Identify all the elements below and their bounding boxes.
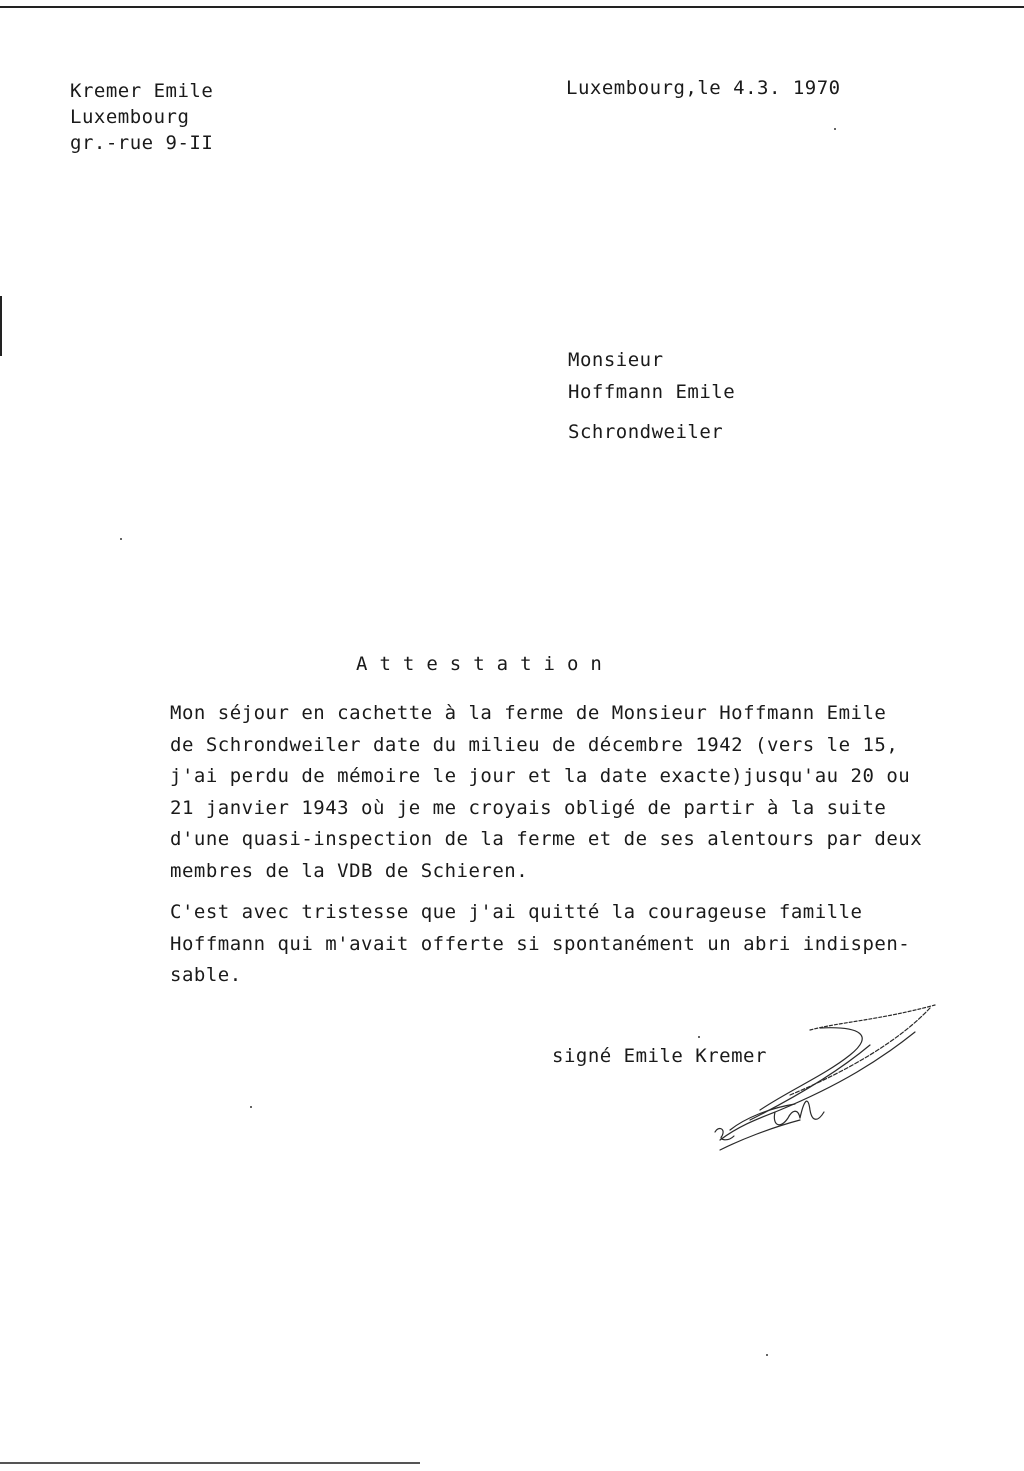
sender-name: Kremer Emile <box>70 80 214 102</box>
recipient-place: Schrondweiler <box>568 421 724 443</box>
signed-line: signé Emile Kremer <box>552 1045 767 1067</box>
scan-edge-top <box>0 6 1024 8</box>
body-line: de Schrondweiler date du milieu de décembre 1942 (vers le 15, <box>170 733 899 756</box>
recipient-address <box>568 344 735 448</box>
handwritten-signature <box>700 1000 940 1160</box>
dateline: Luxembourg,le 4.3. 1970 <box>566 77 841 99</box>
body-line: membres de la VDB de Schieren. <box>170 859 529 882</box>
sender-address <box>70 78 213 156</box>
scan-edge-left <box>0 296 2 356</box>
speck <box>250 1106 252 1108</box>
scan-edge-bottom <box>0 1462 420 1464</box>
speck <box>834 128 836 130</box>
body-line: j'ai perdu de mémoire le jour et la date exacte)jusqu'au 20 ou <box>170 765 911 787</box>
sender-street: gr.-rue 9-II <box>70 132 214 154</box>
body-line: Hoffmann qui m'avait offerte si spontanément un abri indispen- <box>170 932 911 955</box>
sender-city: Luxembourg <box>70 106 190 128</box>
body-line: d'une quasi-inspection de la ferme et de ses alentours par deux <box>170 828 923 850</box>
speck <box>120 538 122 540</box>
speck <box>766 1354 768 1356</box>
body-line: C'est avec tristesse que j'ai quitté la courageuse famille <box>170 901 863 923</box>
document-title: Attestation <box>356 653 614 675</box>
body-line: sable. <box>170 964 242 986</box>
body-line: Mon séjour en cachette à la ferme de Monsieur Hoffmann Emile <box>170 702 887 724</box>
speck <box>698 1036 700 1038</box>
body-paragraph-1 <box>170 698 922 887</box>
body-paragraph-2 <box>170 896 910 991</box>
body-line: 21 janvier 1943 où je me croyais obligé de partir à la suite <box>170 796 887 819</box>
recipient-salutation: Monsieur <box>568 349 664 371</box>
recipient-name: Hoffmann Emile <box>568 381 736 403</box>
